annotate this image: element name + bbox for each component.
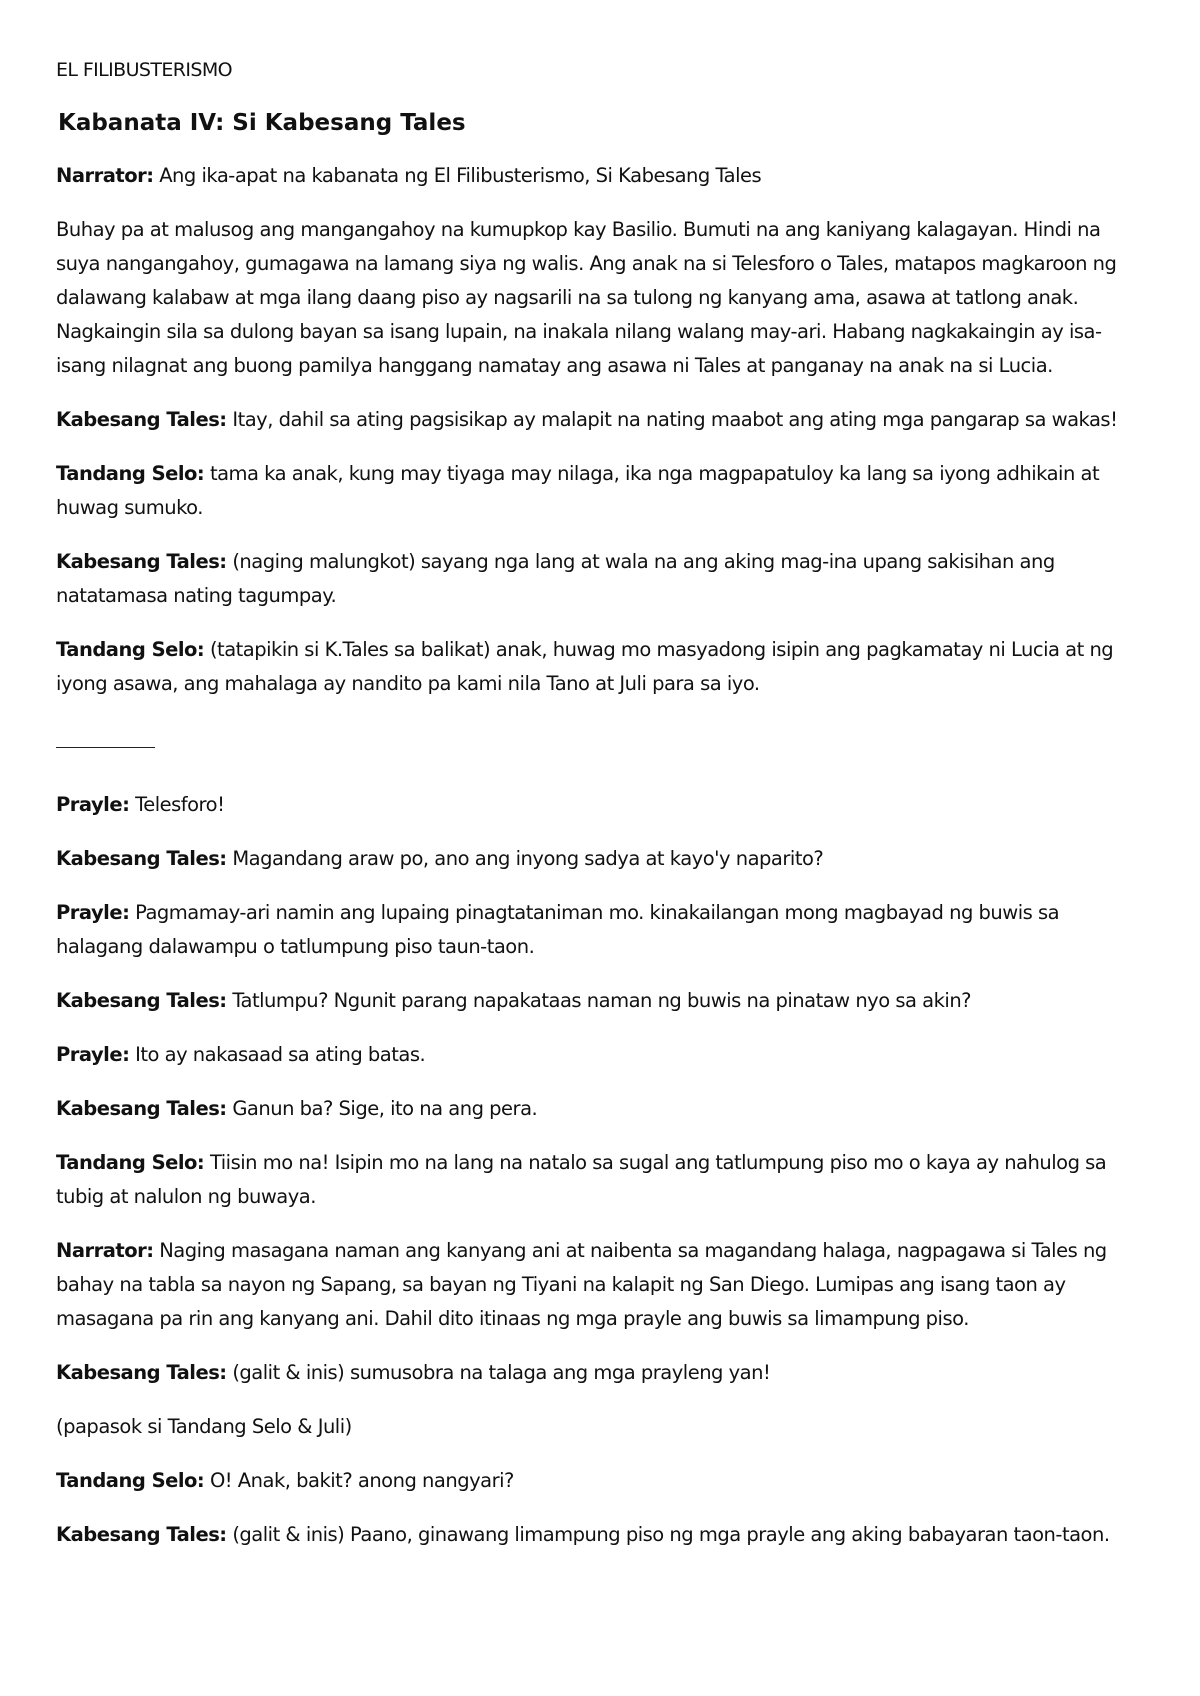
dialogue-line	[56, 545, 1146, 613]
speaker-label: Narrator:	[56, 1239, 154, 1262]
speaker-label: Tandang Selo:	[56, 1151, 205, 1174]
speaker-label: Kabesang Tales:	[56, 1361, 227, 1384]
dialogue-text: Ito ay nakasaad sa ating batas.	[135, 1043, 426, 1066]
dialogue-text: O! Anak, bakit? anong nangyari?	[209, 1469, 514, 1492]
section-divider	[56, 747, 155, 748]
speaker-label: Tandang Selo:	[56, 1469, 205, 1492]
speaker-label: Narrator:	[56, 164, 154, 187]
speaker-label: Kabesang Tales:	[56, 1097, 227, 1120]
dialogue-line	[56, 1092, 1146, 1126]
dialogue-line	[56, 457, 1146, 525]
speaker-label: Kabesang Tales:	[56, 550, 227, 573]
dialogue-line	[56, 1464, 1146, 1498]
dialogue-text: Ganun ba? Sige, ito na ang pera.	[232, 1097, 538, 1120]
document-page	[56, 48, 1146, 1552]
dialogue-text: (naging malungkot) sayang nga lang at wala na ang aking mag-ina upang sakisihan ang natatamasa nating tagumpay.	[56, 550, 1055, 607]
dialogue-text: Tatlumpu? Ngunit parang napakataas naman ng buwis na pinataw nyo sa akin?	[232, 989, 972, 1012]
stage-direction	[56, 1410, 1146, 1444]
dialogue-line	[56, 633, 1146, 701]
dialogue-line	[56, 1356, 1146, 1390]
speaker-label: Kabesang Tales:	[56, 1523, 227, 1546]
speaker-label: Prayle:	[56, 1043, 130, 1066]
dialogue-text: (tatapikin si K.Tales sa balikat) anak, huwag mo masyadong isipin ang pagkamatay ni Lucia at ng iyong asawa, ang mahalaga ay nandito pa kami nila Tano at Juli para sa iyo.	[56, 638, 1114, 695]
dialogue-text: (galit & inis) Paano, ginawang limampung piso ng mga prayle ang aking babayaran taon-taon.	[232, 1523, 1110, 1546]
stage-direction-text: (papasok si Tandang Selo & Juli)	[56, 1415, 352, 1438]
document-header: EL FILIBUSTERISMO	[56, 59, 232, 81]
dialogue-line	[56, 984, 1146, 1018]
dialogue-text: Telesforo!	[135, 793, 225, 816]
speaker-label: Kabesang Tales:	[56, 408, 227, 431]
dialogue-line	[56, 1146, 1146, 1214]
dialogue-line	[56, 1518, 1146, 1552]
chapter-title: Kabanata IV: Si Kabesang Tales	[58, 110, 466, 136]
speaker-label: Kabesang Tales:	[56, 847, 227, 870]
dialogue-text: Naging masagana naman ang kanyang ani at naibenta sa magandang halaga, nagpagawa si Tales ng bahay na tabla sa nayon ng Sapang, sa bayan ng Tiyani na kalapit ng San Diego. Lumipas ang isang taon ay masagana pa rin ang kanyang ani. Dahil dito itinaas ng mga prayle ang buwis sa limampung piso.	[56, 1239, 1107, 1330]
speaker-label: Kabesang Tales:	[56, 989, 227, 1012]
paragraph-narration	[56, 213, 1146, 383]
dialogue-text: (galit & inis) sumusobra na talaga ang mga prayleng yan!	[232, 1361, 771, 1384]
paragraph-text: Ang ika-apat na kabanata ng El Filibusterismo, Si Kabesang Tales	[159, 164, 762, 187]
dialogue-text: Pagmamay-ari namin ang lupaing pinagtataniman mo. kinakailangan mong magbayad ng buwis sa halagang dalawampu o tatlumpung piso taun-taon.	[56, 901, 1060, 958]
paragraph-text: Buhay pa at malusog ang mangangahoy na kumupkop kay Basilio. Bumuti na ang kaniyang kalagayan. Hindi na suya nangangahoy, gumagawa na lamang siya ng walis. Ang anak na si Telesforo o Tales, matapos magkaroon ng dalawang kalabaw at mga ilang daang piso ay nagsarili na sa tulong ng kanyang ama, asawa at tatlong anak. Nagkaingin sila sa dulong bayan sa isang lupain, na inakala nilang walang may-ari. Habang nagkakaingin ay isa-isang nilagnat ang buong pamilya hanggang namatay ang asawa ni Tales at panganay na anak na si Lucia.	[56, 218, 1117, 377]
dialogue-text: Magandang araw po, ano ang inyong sadya at kayo'y naparito?	[232, 847, 824, 870]
dialogue-text: Tiisin mo na! Isipin mo na lang na natalo sa sugal ang tatlumpung piso mo o kaya ay nahulog sa tubig at nalulon ng buwaya.	[56, 1151, 1107, 1208]
dialogue-line	[56, 842, 1146, 876]
dialogue-line	[56, 788, 1146, 822]
speaker-label: Tandang Selo:	[56, 462, 205, 485]
speaker-label: Tandang Selo:	[56, 638, 205, 661]
dialogue-line	[56, 896, 1146, 964]
dialogue-line	[56, 1234, 1146, 1336]
dialogue-line	[56, 403, 1146, 437]
speaker-label: Prayle:	[56, 901, 130, 924]
dialogue-line	[56, 1038, 1146, 1072]
dialogue-text: tama ka anak, kung may tiyaga may nilaga, ika nga magpapatuloy ka lang sa iyong adhikain at huwag sumuko.	[56, 462, 1100, 519]
speaker-label: Prayle:	[56, 793, 130, 816]
dialogue-text: Itay, dahil sa ating pagsisikap ay malapit na nating maabot ang ating mga pangarap sa wakas!	[232, 408, 1118, 431]
paragraph-narrator-intro	[56, 159, 1146, 193]
